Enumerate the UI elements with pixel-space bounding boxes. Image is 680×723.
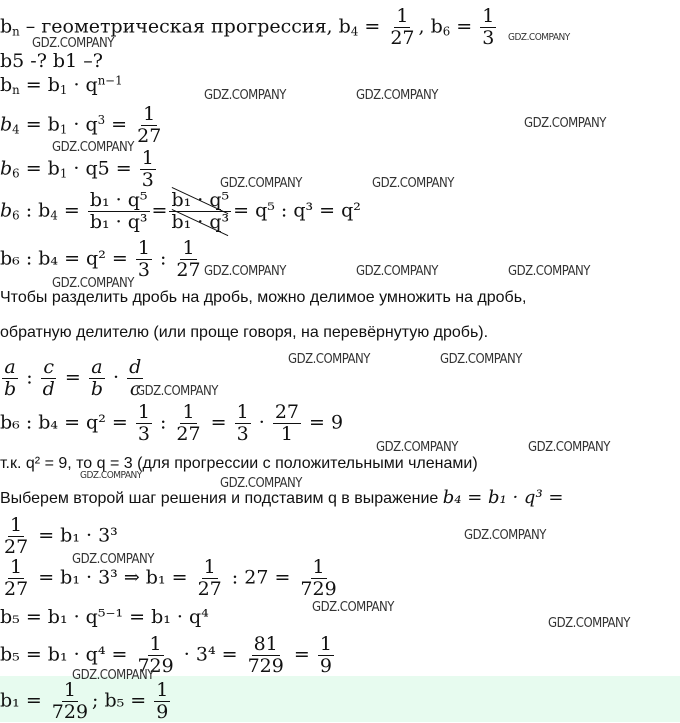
watermark: GDZ.COMPANY (204, 88, 286, 103)
line-b6: $b_6 = b_1 \cdot q5$ = $\frac{1}{3}$ (0, 147, 154, 191)
line-b5-result: b₅ = b₁ · q⁴ = $\frac{1}{729}$ · 3⁴ = $\frac{81}{729}$ = $\frac{1}{9}$ (0, 633, 332, 677)
watermark: GDZ.COMPANY (440, 352, 522, 367)
rule-text-2: обратную делителю (или проще говоря, на перевёрнутую дробь). (0, 324, 489, 341)
watermark: GDZ.COMPANY (464, 528, 546, 543)
watermark: GDZ.COMPANY (528, 440, 610, 455)
watermark: GDZ.COMPANY (548, 616, 630, 631)
line-b5-formula: b₅ = b₁ · q⁵⁻¹ = b₁ · q⁴ (0, 606, 209, 628)
watermark: GDZ.COMPANY (220, 476, 302, 491)
watermark: GDZ.COMPANY (376, 440, 458, 455)
watermark: GDZ.COMPANY (72, 552, 154, 567)
watermark: GDZ.COMPANY (136, 384, 218, 399)
line-fraction-rule: $\frac{a}{b}$ : $\frac{c}{d}$ = $\frac{a}{b}$ · $\frac{d}{c}$ (4, 356, 142, 400)
line-b4: $b_4 = b_1 \cdot q^3$ = $\frac{1}{27}$ (0, 103, 162, 147)
watermark: GDZ.COMPANY (80, 470, 142, 481)
watermark: GDZ.COMPANY (72, 668, 154, 683)
line-1-27-eq: $\frac{1}{27}$ = b₁ · 3³ (4, 514, 118, 558)
watermark: GDZ.COMPANY (204, 264, 286, 279)
watermark: GDZ.COMPANY (372, 176, 454, 191)
line-formula-bn: $b_n = b_1 \cdot q^{n-1}$ (0, 73, 123, 97)
watermark: GDZ.COMPANY (312, 600, 394, 615)
line-q-squared-9: b₆ : b₄ = q² = $\frac{1}{3}$ : $\frac{1}{27}$ = $\frac{1}{3}$ · $\frac{27}{1}$ = 9 (0, 401, 344, 445)
watermark: GDZ.COMPANY (356, 88, 438, 103)
line-q-value: т.к. q² = 9, то q = 3 (для прогрессии с положительными членами) (0, 455, 478, 472)
line-condition: $b_n$ – геометрическая прогрессия, $b_4$ = $\frac{1}{27}$ , $b_6$ = $\frac{1}{3}$ (0, 5, 495, 49)
watermark: GDZ.COMPANY (508, 264, 590, 279)
line-b1-result: $\frac{1}{27}$ = b₁ · 3³ ⇒ b₁ = $\frac{1}{27}$ : 27 = $\frac{1}{729}$ (4, 556, 337, 600)
line-answer: b₁ = $\frac{1}{729}$ ; b₅ = $\frac{1}{9}$ (0, 679, 169, 723)
watermark: GDZ.COMPANY (32, 36, 114, 51)
watermark: GDZ.COMPANY (356, 264, 438, 279)
watermark: GDZ.COMPANY (52, 140, 134, 155)
line-b6-div-b4: $b_6$ : $b_4$ = $\frac{\text{b₁ · q⁵}}{\text{b₁ · q³}}$ = $\frac{\text{b₁ · q⁵}}{\text{b₁ · q³}}$ = q⁵ : q³ = q² (0, 189, 361, 233)
watermark: GDZ.COMPANY (52, 276, 134, 291)
line-q-squared: b₆ : b₄ = q² = $\frac{1}{3}$ : $\frac{1}{27}$ (0, 237, 201, 281)
watermark: GDZ.COMPANY (524, 116, 606, 131)
watermark: GDZ.COMPANY (508, 32, 570, 43)
rule-text-1: Чтобы разделить дробь на дробь, можно делимое умножить на дробь, (0, 289, 527, 306)
watermark: GDZ.COMPANY (288, 352, 370, 367)
line-substitute: Выберем второй шаг решения и подставим q в выражение b₄ = b₁ · q³ = (0, 487, 564, 508)
watermark: GDZ.COMPANY (220, 176, 302, 191)
line-question: b5 -? b1 –? (0, 50, 103, 72)
